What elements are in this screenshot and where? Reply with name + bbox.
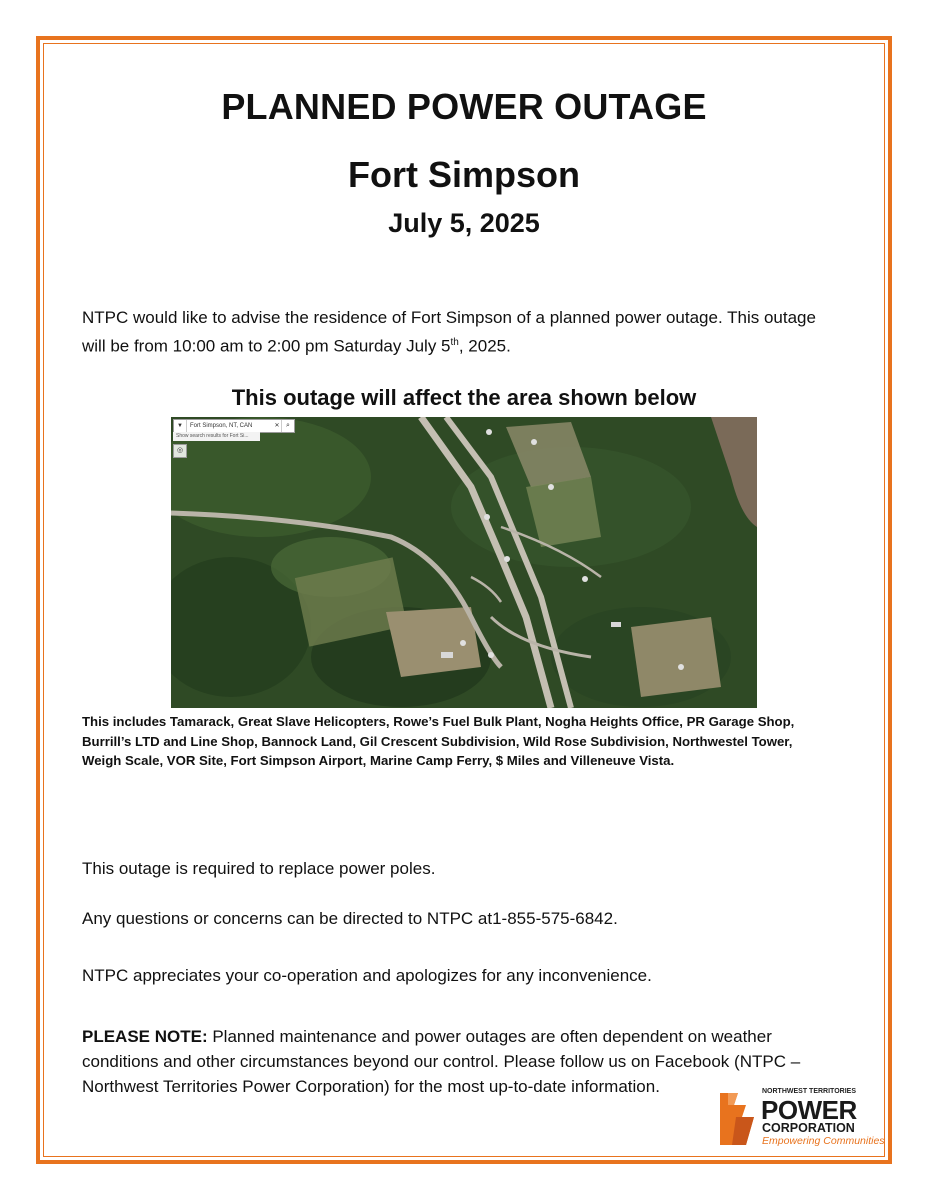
- map-satellite-image: [171, 417, 757, 708]
- intro-text: NTPC would like to advise the residence of Fort Simpson of a planned power outage. This outage will be from 10:00 am to 2:00 pm Saturday July 5: [82, 308, 816, 356]
- logo-line-2: POWER: [761, 1095, 857, 1125]
- area-heading: This outage will affect the area shown below: [231, 385, 697, 410]
- ntpc-logo-mark-icon: [716, 1091, 760, 1147]
- locate-icon[interactable]: ◎: [173, 444, 187, 458]
- logo-line-3: CORPORATION: [762, 1121, 855, 1135]
- ntpc-logo: [716, 1087, 884, 1151]
- map-search-suggestion[interactable]: Show search results for Fort Si...: [173, 432, 260, 441]
- please-note-label: PLEASE NOTE:: [82, 1027, 208, 1046]
- reason-text: This outage is required to replace power poles.: [82, 859, 436, 878]
- map-search-bar[interactable]: [173, 419, 295, 433]
- notice-location: Fort Simpson: [348, 154, 580, 195]
- logo-line-1: NORTHWEST TERRITORIES: [762, 1088, 856, 1095]
- notice-date: July 5, 2025: [388, 208, 540, 238]
- intro-text-end: , 2025.: [458, 336, 511, 356]
- map-search-input[interactable]: Fort Simpson, NT, CAN: [190, 423, 253, 429]
- intro-paragraph: [82, 305, 842, 359]
- logo-tagline: Empowering Communities: [762, 1135, 885, 1147]
- dropdown-arrow-icon[interactable]: ▼: [174, 420, 187, 432]
- close-icon[interactable]: ✕: [274, 423, 280, 429]
- search-icon[interactable]: ⌕: [281, 420, 294, 432]
- notice-title: PLANNED POWER OUTAGE: [221, 86, 707, 127]
- contact-text: Any questions or concerns can be directed to NTPC at1-855-575-6842.: [82, 909, 618, 928]
- intro-superscript: th: [450, 337, 459, 348]
- please-note-text: Planned maintenance and power outages are often dependent on weather conditions and other circumstances beyond our control. Please follow us on Facebook (NTPC – Northwest Territories Power Corporation) for the most up-to-date information.: [82, 1027, 801, 1096]
- outage-area-map[interactable]: [171, 417, 757, 708]
- thanks-text: NTPC appreciates your co-operation and apologizes for any inconvenience.: [82, 966, 652, 985]
- affected-areas-list: This includes Tamarack, Great Slave Helicopters, Rowe’s Fuel Bulk Plant, Nogha Heights Office, PR Garage Shop, Burrill’s LTD and Line Shop, Bannock Land, Gil Crescent Subdivision, Wild Rose Subdivision, Northwestel Tower, Weigh Scale, VOR Site, Fort Simpson Airport, Marine Camp Ferry, $ Miles and Villeneuve Vista.: [82, 714, 795, 768]
